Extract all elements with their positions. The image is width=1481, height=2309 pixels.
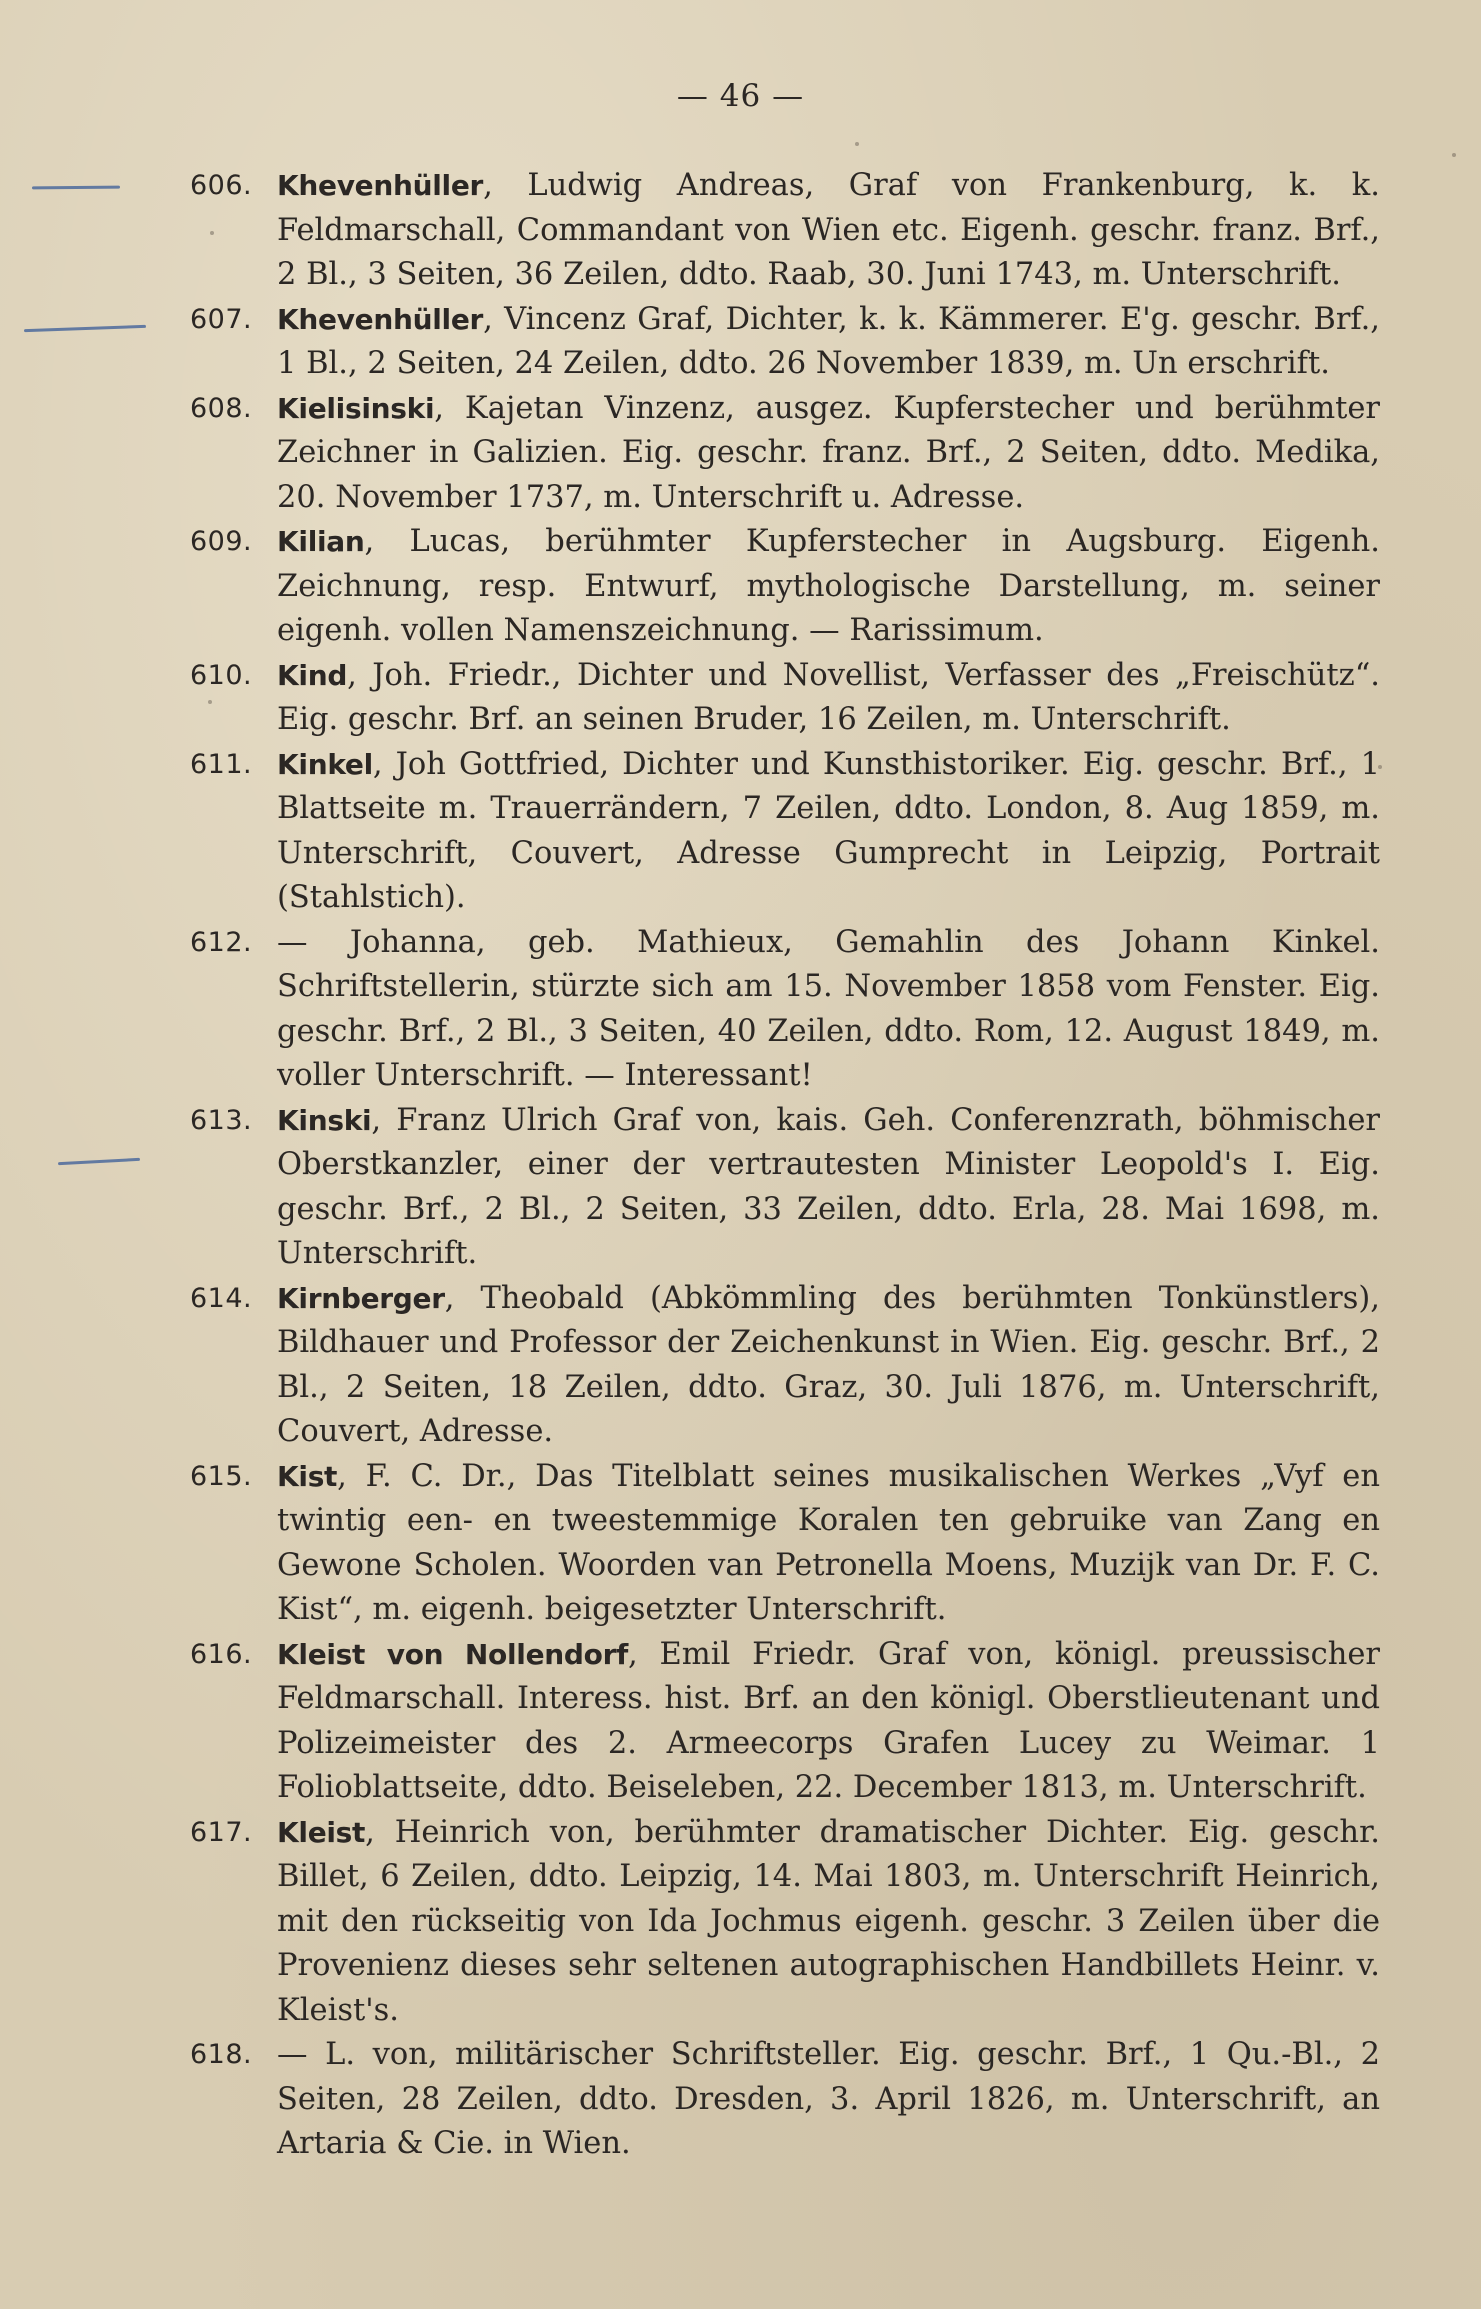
catalog-entry xyxy=(190,1277,1380,1455)
entry-number: 607. xyxy=(190,303,253,335)
entry-text: , Joh Gottfried, Dichter und Kunsthistoriker. Eig. geschr. Brf., 1 Blattseite m. Trauerrändern, 7 Zeilen, ddto. London, 8. Aug 1859, m. Unterschrift, Couvert, Adresse Gumprecht in Leipzig, Portrait (Stahlstich). xyxy=(277,746,1380,915)
catalog-entry xyxy=(190,387,1380,521)
entry-text: , Heinrich von, berühmter dramatischer Dichter. Eig. geschr. Billet, 6 Zeilen, ddto. Leipzig, 14. Mai 1803, m. Unterschrift Heinrich, mit den rückseitig von Ida Jochmus eigenh. geschr. 3 Zeilen über die Provenienz dieses sehr seltenen autographischen Handbillets Heinr. v. Kleist's. xyxy=(277,1814,1380,2028)
entry-text: — L. von, militärischer Schriftsteller. Eig. geschr. Brf., 1 Qu.-Bl., 2 Seiten, 28 Zeilen, ddto. Dresden, 3. April 1826, m. Unterschrift, an Artaria & Cie. in Wien. xyxy=(277,2037,1380,2161)
entry-text: , Ludwig Andreas, Graf von Frankenburg, k. k. Feldmarschall, Commandant von Wien etc. Eigenh. geschr. franz. Brf., 2 Bl., 3 Seiten, 36 Zeilen, ddto. Raab, 30. Juni 1743, m. Unterschrift. xyxy=(277,168,1380,292)
catalog-entry xyxy=(190,654,1380,743)
catalog-entry xyxy=(190,164,1380,298)
entry-text: , Theobald (Abkömmling des berühmten Tonkünstlers), Bildhauer und Professor der Zeichenkunst in Wien. Eig. geschr. Brf., 2 Bl., 2 Seiten, 18 Zeilen, ddto. Graz, 30. Juli 1876, m. Unterschrift, Couvert, Adresse. xyxy=(277,1280,1380,1449)
entry-number: 612. xyxy=(190,926,253,958)
entry-name: Kinkel xyxy=(277,747,373,781)
entry-name: Kind xyxy=(277,658,348,692)
entry-text: , Franz Ulrich Graf von, kais. Geh. Conferenzrath, böhmischer Oberstkanzler, einer der vertrautesten Minister Leopold's I. Eig. geschr. Brf., 2 Bl., 2 Seiten, 33 Zeilen, ddto. Erla, 28. Mai 1698, m. Unterschrift. xyxy=(277,1102,1380,1271)
entry-text: , F. C. Dr., Das Titelblatt seines musikalischen Werkes „Vyf en twintig een- en tweestemmige Koralen ten gebruike van Zang en Gewone Scholen. Woorden van Petronella Moens, Muzijk van Dr. F. C. Kist“, m. eigenh. beigesetzter Unterschrift. xyxy=(277,1458,1380,1627)
entry-number: 613. xyxy=(190,1104,253,1136)
entry-number: 609. xyxy=(190,526,253,557)
entry-number: 611. xyxy=(190,748,253,780)
margin-pencil-mark xyxy=(58,1158,140,1165)
entry-name: Kist xyxy=(277,1459,338,1493)
entry-name: Kilian xyxy=(277,525,365,558)
catalog-entry xyxy=(190,1099,1380,1277)
entry-name: Khevenhüller xyxy=(277,302,484,336)
catalog-entry xyxy=(190,1633,1380,1811)
entry-text: , Kajetan Vinzenz, ausgez. Kupferstecher und berühmter Zeichner in Galizien. Eig. geschr. franz. Brf., 2 Seiten, ddto. Medika, 20. November 1737, m. Unterschrift u. Adresse. xyxy=(277,390,1380,515)
entry-number: 610. xyxy=(190,659,253,691)
margin-pencil-mark xyxy=(32,186,120,190)
entry-text: — Johanna, geb. Mathieux, Gemahlin des Johann Kinkel. Schriftstellerin, stürzte sich am 15. November 1858 vom Fenster. Eig. geschr. Brf., 2 Bl., 3 Seiten, 40 Zeilen, ddto. Rom, 12. August 1849, m. voller Unterschrift. — Interessant! xyxy=(277,924,1380,1093)
entry-number: 616. xyxy=(190,1638,253,1670)
entry-number: 608. xyxy=(190,392,253,424)
paper-speck xyxy=(1452,153,1456,157)
catalog-entry xyxy=(190,2033,1380,2167)
entry-text: , Joh. Friedr., Dichter und Novellist, Verfasser des „Freischütz“. Eig. geschr. Brf. an seinen Bruder, 16 Zeilen, m. Unterschrift. xyxy=(277,657,1380,737)
margin-pencil-mark xyxy=(24,325,146,332)
entry-number: 614. xyxy=(190,1282,253,1314)
entry-name: Kinski xyxy=(277,1103,372,1137)
entry-number: 618. xyxy=(190,2039,253,2070)
page-number: — 46 — xyxy=(676,78,805,114)
entry-name: Kielisinski xyxy=(277,391,435,425)
entry-number: 617. xyxy=(190,1816,253,1848)
entry-name: Kirnberger xyxy=(277,1281,445,1315)
catalog-entry xyxy=(190,298,1380,387)
catalog-entry xyxy=(190,520,1380,654)
entry-name: Kleist xyxy=(277,1815,366,1849)
paper-speck xyxy=(855,142,859,146)
entry-name: Kleist von Nollendorf xyxy=(277,1637,628,1671)
catalog-entry xyxy=(190,1811,1380,2034)
entry-text: , Vincenz Graf, Dichter, k. k. Kämmerer. E'g. geschr. Brf., 1 Bl., 2 Seiten, 24 Zeilen, ddto. 26 November 1839, m. Un erschrift. xyxy=(277,301,1380,381)
entry-number: 606. xyxy=(190,170,253,201)
entry-list xyxy=(190,164,1380,2167)
catalog-entry xyxy=(190,1455,1380,1633)
entry-text: , Lucas, berühmter Kupferstecher in Augsburg. Eigenh. Zeichnung, resp. Entwurf, mythologische Darstellung, m. seiner eigenh. vollen Namenszeichnung. — Rarissimum. xyxy=(277,524,1380,648)
catalog-entry xyxy=(190,743,1380,921)
catalog-entry xyxy=(190,921,1380,1099)
entry-text: , Emil Friedr. Graf von, königl. preussischer Feldmarschall. Interess. hist. Brf. an den königl. Oberstlieutenant und Polizeimeister des 2. Armeecorps Grafen Lucey zu Weimar. 1 Folioblattseite, ddto. Beiseleben, 22. December 1813, m. Unterschrift. xyxy=(277,1636,1380,1805)
entry-number: 615. xyxy=(190,1460,253,1492)
entry-name: Khevenhüller xyxy=(277,169,484,202)
